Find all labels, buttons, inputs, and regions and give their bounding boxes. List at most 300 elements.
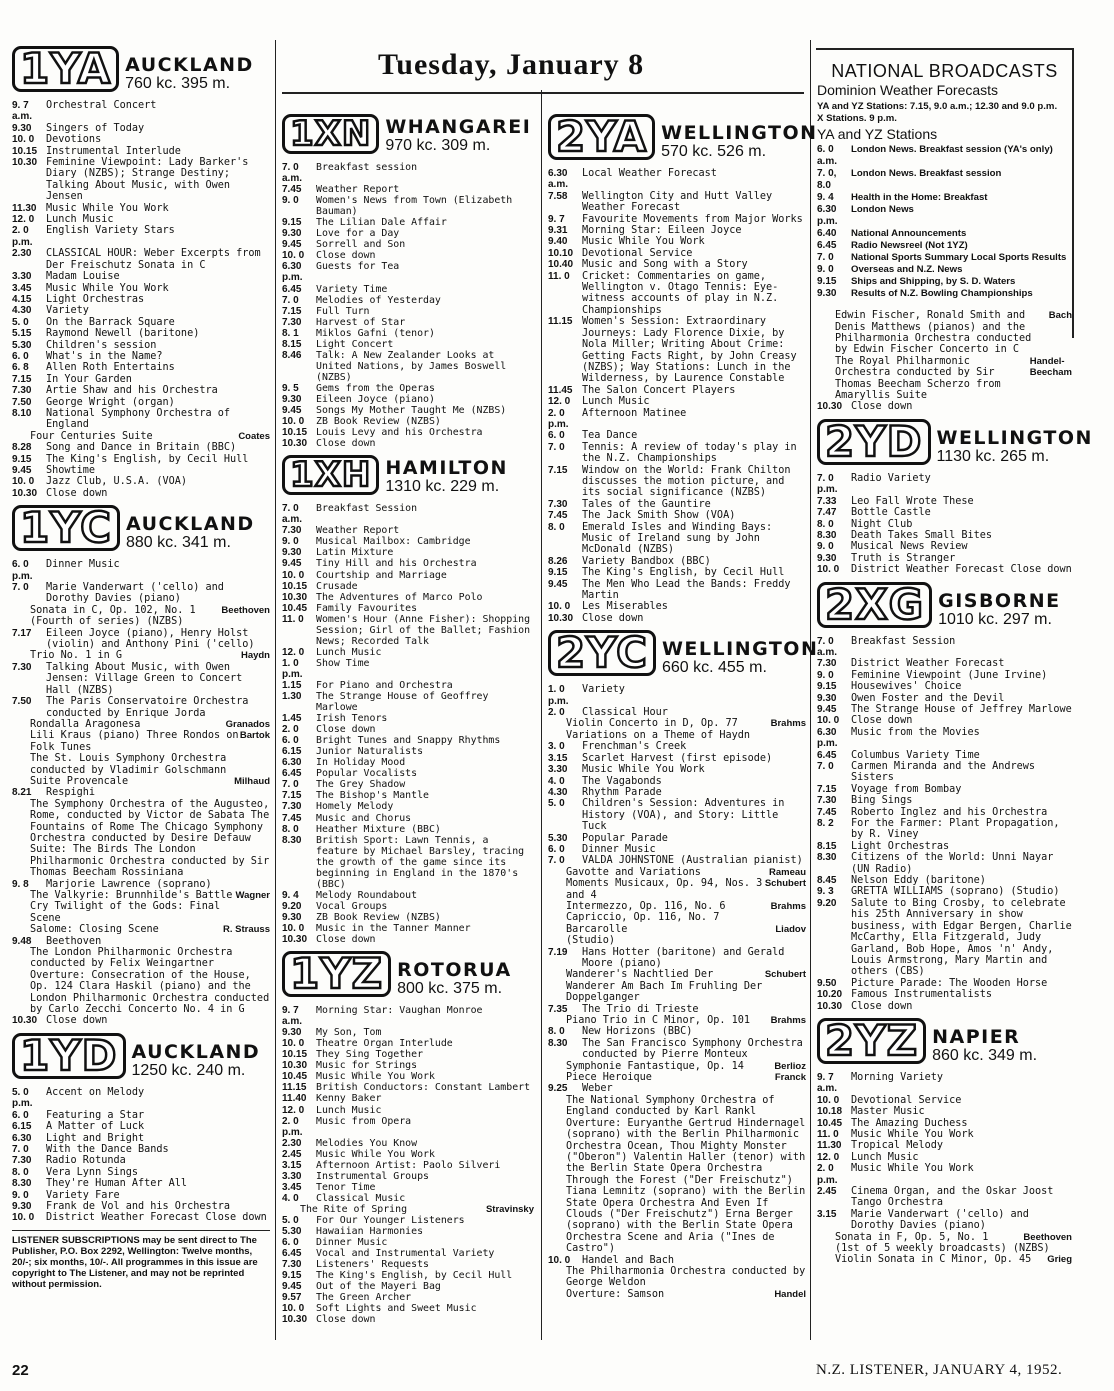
program-title: District Weather Forecast Close down bbox=[46, 1212, 267, 1224]
work-title: Moments Musicaux, Op. 94, Nos. 3 and 4 bbox=[566, 878, 763, 901]
program-detail: (1st of 5 weekly broadcasts) (NZBS) bbox=[835, 1243, 1050, 1255]
work-credit bbox=[817, 356, 1072, 402]
program-row bbox=[282, 405, 534, 416]
work-credit bbox=[12, 890, 270, 924]
program-row bbox=[548, 499, 806, 510]
program-title: Devotions bbox=[46, 134, 102, 146]
program-row bbox=[282, 184, 534, 195]
column-2 bbox=[282, 108, 534, 1325]
program-row bbox=[282, 824, 534, 835]
program-row bbox=[12, 1133, 270, 1144]
program-title: VALDA JOHNSTONE (Australian pianist) bbox=[582, 855, 803, 867]
program-row bbox=[12, 362, 270, 373]
composer: Brahms bbox=[770, 718, 806, 730]
program-time: 7.50 bbox=[12, 396, 32, 408]
program-title: The Strange House of Jeffrey Marlowe bbox=[851, 703, 1072, 715]
work-credit bbox=[548, 901, 806, 924]
program-title: Light Orchestras bbox=[851, 840, 950, 852]
program-row bbox=[12, 476, 270, 487]
station-frequency: 800 kc. 375 m. bbox=[397, 980, 503, 998]
program-title: Cinema Organ, and the Oskar Joost Tango Orchestra bbox=[851, 1186, 1054, 1209]
program-time: 9.30 bbox=[282, 393, 302, 405]
program-row bbox=[12, 100, 270, 123]
station-id bbox=[385, 117, 531, 154]
program-title: Talk: A New Zealander Looks at United Nations, by James Boswell (NZBS) bbox=[316, 349, 507, 383]
program-title: Love for a Day bbox=[316, 228, 400, 240]
program-time: 9.20 bbox=[282, 900, 302, 912]
program-row bbox=[817, 670, 1072, 681]
program-time: 9. 7 bbox=[548, 213, 565, 225]
station-frequency: 1130 kc. 265 m. bbox=[936, 447, 1050, 465]
work-title: Trio No. 1 in G bbox=[30, 650, 123, 662]
program-time: 3.30 bbox=[12, 271, 32, 283]
program-row bbox=[12, 294, 270, 305]
station-header bbox=[12, 1030, 270, 1080]
program-row bbox=[12, 1121, 270, 1132]
program-title: Close down bbox=[316, 934, 376, 946]
program-title: Hawaiian Harmonies bbox=[316, 1226, 424, 1238]
program-time: 10.30 bbox=[548, 612, 574, 624]
work-credit bbox=[548, 924, 806, 935]
program-row bbox=[817, 264, 1072, 276]
program-title: Ships and Shipping, by S. D. Waters bbox=[851, 276, 1016, 288]
program-row bbox=[548, 556, 806, 567]
program-time: 3. 0 bbox=[548, 741, 565, 753]
program-time: 8. 0 bbox=[282, 823, 299, 835]
program-time: 6.30 p.m. bbox=[817, 726, 838, 750]
program-title: Light and Bright bbox=[46, 1132, 145, 1144]
program-title: Les Miserables bbox=[582, 601, 668, 613]
program-time: 6. 0 bbox=[12, 1109, 29, 1121]
program-title: Eileen Joyce (piano) bbox=[316, 393, 435, 405]
program-row bbox=[12, 1110, 270, 1121]
program-detail: The St. Louis Symphony Orchestra conducted by Vladimir Golschmann bbox=[30, 753, 227, 776]
program-time: 5.30 bbox=[282, 1226, 302, 1238]
program-row bbox=[817, 852, 1072, 875]
program-row bbox=[282, 350, 534, 383]
program-row bbox=[282, 317, 534, 328]
program-row bbox=[282, 306, 534, 317]
program-time: 7. 0 bbox=[282, 779, 299, 791]
program-title: Frenchman's Creek bbox=[582, 741, 687, 753]
program-row bbox=[817, 989, 1072, 1000]
program-time: 5. 0 bbox=[12, 316, 29, 328]
program-row bbox=[548, 442, 806, 465]
program-row bbox=[548, 168, 806, 191]
program-time: 8.30 bbox=[12, 1178, 32, 1190]
composer: Brahms bbox=[770, 900, 806, 912]
program-time: 11.40 bbox=[282, 1093, 307, 1105]
work-credit bbox=[548, 969, 806, 1003]
program-row bbox=[548, 764, 806, 775]
program-time: 7.35 bbox=[548, 1003, 568, 1015]
program-title: Leo Fall Wrote These bbox=[851, 495, 974, 507]
station-id bbox=[932, 1027, 1037, 1064]
program-row bbox=[548, 1026, 806, 1037]
program-title: Light Orchestras bbox=[46, 293, 145, 305]
program-title: Children's Session: Adventures in History (VOA), and Story: Little Tuck bbox=[582, 798, 785, 833]
program-row bbox=[282, 1049, 534, 1060]
program-time: 8. 1 bbox=[282, 327, 299, 339]
section-heading: YA and YZ Stations bbox=[817, 125, 938, 142]
program-title: Feminine Viewpoint: Lady Barker's Diary (NZBS); Strange Destiny; Talking About Music, with Owen Jensen bbox=[46, 157, 249, 203]
program-row bbox=[817, 727, 1072, 750]
program-title: The Amazing Duchess bbox=[851, 1117, 968, 1129]
program-row bbox=[817, 1152, 1072, 1163]
station-frequency: 760 kc. 395 m. bbox=[125, 75, 231, 92]
work-credit bbox=[548, 1061, 806, 1072]
program-title: The Jack Smith Show (VOA) bbox=[582, 510, 736, 522]
program-row bbox=[12, 328, 270, 339]
program-time: 10. 0 bbox=[282, 1303, 305, 1315]
forecast-line: YA and YZ Stations: 7.15, 9.0 a.m.; 12.30 and 9.0 p.m. bbox=[817, 100, 1058, 112]
program-row bbox=[548, 707, 806, 718]
program-time: 6.45 bbox=[282, 1248, 302, 1260]
program-row bbox=[282, 581, 534, 592]
station-logo: 1YA bbox=[12, 46, 119, 92]
program-title: Close down bbox=[851, 715, 913, 727]
spacer bbox=[817, 300, 1072, 310]
program-time: 5. 0 p.m. bbox=[12, 1086, 33, 1110]
station-frequency: 660 kc. 455 m. bbox=[661, 659, 767, 677]
program-row bbox=[282, 1303, 534, 1314]
program-row bbox=[12, 465, 270, 476]
program-title: The King's English, by Cecil Hull bbox=[46, 453, 249, 465]
program-time: 9.30 bbox=[817, 692, 837, 704]
program-title: Sorrell and Son bbox=[316, 239, 406, 251]
program-time: 12. 0 bbox=[282, 646, 305, 658]
program-row bbox=[817, 473, 1072, 496]
program-time: 6. 0 p.m. bbox=[12, 559, 33, 582]
program-row bbox=[12, 397, 270, 408]
program-row bbox=[12, 662, 270, 696]
program-title: Results of N.Z. Bowling Championships bbox=[851, 288, 1033, 300]
program-time: 7. 0, 8.0 bbox=[817, 168, 837, 192]
program-row bbox=[12, 340, 270, 351]
program-time: 6.45 bbox=[817, 749, 837, 761]
program-time: 8.10 bbox=[12, 407, 32, 419]
program-title: National Sports Summary Local Sports Results bbox=[851, 252, 1067, 264]
program-title: Instrumental Groups bbox=[316, 1170, 429, 1182]
program-row bbox=[548, 1083, 806, 1094]
program-title: Variety bbox=[582, 684, 625, 696]
program-row bbox=[548, 408, 806, 431]
program-title: Housewives' Choice bbox=[851, 681, 962, 693]
page-day-heading: Tuesday, January 8 bbox=[378, 48, 645, 81]
program-title: Voyage from Bombay bbox=[851, 783, 962, 795]
program-title: Nelson Eddy (baritone) bbox=[851, 875, 986, 887]
program-time: 11.30 bbox=[12, 202, 37, 214]
program-detail: The National Symphony Orchestra of England conducted by Karl Rankl Overture: Euryanthe Gertrud Hindernagel (soprano) with the Berlin Philharmonic Orchestra Ocean, Thou Mighty Monster ("Oberon") Valentin Haller (tenor) with the Berlin State Opera Orchestra Through the Forest ("Der Freischutz") Tiana Lemnitz (soprano) with the Berlin State Opera Orchestra And Even If Clouds ("Der Freischutz") Erna Berger (soprano) with the Berlin State Opera Orchestra Scene and Aria ("Ines de Castro") bbox=[566, 1094, 806, 1255]
work-credit bbox=[817, 310, 1072, 356]
program-time: 10.30 bbox=[282, 591, 308, 603]
program-title: Window on the World: Frank Chilton discusses the motion picture, and its social significance (NZBS) bbox=[582, 464, 791, 499]
program-title: Women's Session: Extraordinary Journeys: Lady Florence Dixie, by Nola Miller; Writing About Crime: Getting Facts Right, by John Creasy (NZBS); Way Stations: Lunch in the Wilderness, by Laurence Constable bbox=[582, 316, 797, 385]
program-title: Homely Melody bbox=[316, 801, 394, 813]
program-title: Theatre Organ Interlude bbox=[316, 1038, 453, 1050]
program-title: Morning Star: Vaughan Monroe bbox=[316, 1005, 483, 1017]
program-time: 8.46 bbox=[282, 349, 302, 361]
program-title: Breakfast session bbox=[316, 162, 418, 173]
program-title: They Sing Together bbox=[316, 1049, 424, 1061]
program-row bbox=[282, 284, 534, 295]
station-header bbox=[282, 114, 534, 154]
work-title: Sonata in F, Op. 5, No. 1 bbox=[835, 1231, 989, 1243]
program-time: 7.33 bbox=[817, 495, 837, 507]
program-time: 9. 0 bbox=[282, 195, 299, 207]
program-time: 7.30 bbox=[817, 658, 837, 670]
program-time: 7. 0 bbox=[548, 855, 565, 867]
station-frequency: 1310 kc. 229 m. bbox=[385, 478, 500, 496]
program-row bbox=[282, 735, 534, 746]
program-row bbox=[817, 252, 1072, 264]
composer: Bach bbox=[1048, 310, 1072, 322]
program-row bbox=[282, 1149, 534, 1160]
program-title: National Symphony Orchestra of England bbox=[46, 407, 231, 431]
program-row bbox=[12, 351, 270, 362]
program-time: 7. 0 bbox=[548, 441, 565, 453]
program-time: 10. 0 bbox=[817, 715, 840, 727]
program-time: 10.30 bbox=[282, 1060, 308, 1072]
program-title: Truth is Stranger bbox=[851, 552, 956, 564]
composer: R. Strauss bbox=[223, 924, 270, 936]
program-title: Raymond Newell (baritone) bbox=[46, 328, 200, 340]
station-header bbox=[817, 1015, 1072, 1065]
station-id bbox=[662, 639, 818, 676]
program-title: Listeners' Requests bbox=[316, 1259, 429, 1271]
program-title: Vocal and Instrumental Variety bbox=[316, 1248, 495, 1260]
program-time: 10. 0 bbox=[548, 1254, 571, 1266]
program-time: 10. 0 bbox=[817, 564, 840, 576]
program-row bbox=[12, 1015, 270, 1026]
station-logo: 2YZ bbox=[817, 1018, 926, 1064]
program-row bbox=[12, 271, 270, 282]
program-row bbox=[548, 787, 806, 798]
program-time: 10. 0 bbox=[282, 923, 305, 934]
program-time: 10.30 bbox=[817, 401, 843, 413]
program-title: Marjorie Lawrence (soprano) bbox=[46, 878, 212, 890]
program-row bbox=[548, 613, 806, 624]
program-row bbox=[12, 385, 270, 396]
program-title: Music While You Work bbox=[851, 1163, 974, 1175]
program-title: Favourite Movements from Major Works bbox=[582, 213, 803, 225]
column-rule bbox=[275, 40, 276, 1340]
station-logo: 1YD bbox=[12, 1033, 126, 1079]
station-id bbox=[397, 960, 512, 997]
program-row bbox=[817, 519, 1072, 530]
program-title: Famous Instrumentalists bbox=[851, 989, 993, 1001]
program-row bbox=[282, 261, 534, 283]
program-title: Allen Roth Entertains bbox=[46, 362, 175, 374]
program-time: 7. 0 bbox=[12, 1143, 29, 1155]
program-time: 6.45 bbox=[817, 240, 837, 252]
station-city: ROTORUA bbox=[397, 959, 512, 982]
program-time: 9.45 bbox=[282, 1281, 302, 1293]
program-title: Close down bbox=[316, 250, 376, 262]
station-id bbox=[938, 591, 1061, 628]
program-title: Dinner Music bbox=[582, 843, 656, 855]
program-row bbox=[282, 603, 534, 614]
composer: Milhaud bbox=[234, 775, 270, 787]
program-title: Owen Foster and the Devil bbox=[851, 692, 1005, 704]
program-time: 2. 0 bbox=[282, 724, 299, 736]
program-title: Rhythm Parade bbox=[582, 786, 662, 798]
work-title: Salome: Closing Scene bbox=[30, 924, 159, 936]
program-title: The Men Who Lead the Bands: Freddy Martin bbox=[582, 578, 791, 602]
composer: Berlioz bbox=[774, 1060, 806, 1072]
work-title: Overture: Samson bbox=[566, 1288, 665, 1300]
work-credit bbox=[12, 730, 270, 753]
program-row bbox=[817, 693, 1072, 704]
program-time: 1.45 bbox=[282, 713, 302, 725]
program-time: 10.30 bbox=[282, 438, 308, 450]
program-row bbox=[817, 761, 1072, 784]
program-row bbox=[282, 746, 534, 757]
program-title: Crusade bbox=[316, 580, 358, 592]
program-title: Soft Lights and Sweet Music bbox=[316, 1303, 477, 1315]
program-title: Dinner Music bbox=[316, 1237, 388, 1249]
station-id bbox=[125, 55, 254, 92]
program-title: Radio Newsreel (Not 1YZ) bbox=[851, 240, 968, 252]
program-title: Out of the Mayeri Bag bbox=[316, 1281, 441, 1293]
program-row bbox=[817, 1001, 1072, 1012]
work-title: Piece Heroique bbox=[566, 1072, 652, 1084]
program-time: 2.45 bbox=[282, 1148, 302, 1160]
work-credit bbox=[12, 719, 270, 730]
program-row bbox=[548, 259, 806, 270]
program-title: Kenny Baker bbox=[316, 1093, 382, 1105]
program-time: 7. 0 bbox=[817, 252, 834, 264]
program-time: 7.17 bbox=[12, 627, 32, 639]
station-id bbox=[937, 428, 1093, 465]
program-time: 9.31 bbox=[548, 225, 568, 237]
program-title: Eileen Joyce (piano), Henry Holst (violin) and Anthony Pini ('cello) bbox=[46, 627, 255, 651]
program-time: 6. 0 a.m. bbox=[817, 144, 838, 168]
program-row bbox=[817, 818, 1072, 841]
station-logo: 1YZ bbox=[282, 951, 391, 997]
program-time: 6. 0 bbox=[282, 1237, 299, 1249]
program-title: ZB Book Review (NZBS) bbox=[316, 911, 441, 923]
program-title: Handel and Bach bbox=[582, 1254, 675, 1266]
program-row bbox=[282, 1160, 534, 1171]
program-time: 10.15 bbox=[12, 145, 38, 157]
program-row bbox=[817, 530, 1072, 541]
program-row bbox=[12, 123, 270, 134]
section-heading: Dominion Weather Forecasts bbox=[817, 82, 999, 99]
program-time: 3.45 bbox=[12, 282, 32, 294]
program-title: Lunch Music bbox=[316, 1104, 382, 1116]
header-rule bbox=[282, 92, 804, 94]
composer: Schubert bbox=[764, 878, 806, 890]
work-credit bbox=[548, 1289, 806, 1300]
program-title: Musical News Review bbox=[851, 541, 968, 553]
program-title: What's in the Name? bbox=[46, 350, 163, 362]
program-row bbox=[548, 191, 806, 214]
program-row bbox=[12, 879, 270, 890]
program-title: Close down bbox=[851, 1000, 913, 1012]
program-title: Close down bbox=[851, 401, 913, 413]
program-row bbox=[282, 680, 534, 691]
program-title: Music While You Work bbox=[316, 1148, 435, 1160]
program-title: Classical Hour bbox=[582, 707, 668, 719]
issue-line: N.Z. LISTENER, JANUARY 4, 1952. bbox=[816, 1362, 1063, 1378]
program-time: 7. 0 a.m. bbox=[282, 162, 303, 185]
program-row bbox=[282, 614, 534, 647]
program-time: 9. 7 a.m. bbox=[12, 100, 33, 123]
program-row bbox=[548, 430, 806, 441]
program-title: They're Human After All bbox=[46, 1178, 188, 1190]
composer: Franck bbox=[774, 1072, 806, 1084]
program-title: Close down bbox=[46, 1015, 108, 1027]
program-time: 2.45 bbox=[817, 1186, 837, 1197]
program-row bbox=[282, 592, 534, 603]
program-time: 3.15 bbox=[548, 752, 568, 764]
program-title: Artie Shaw and his Orchestra bbox=[46, 385, 218, 397]
program-title: Music from Opera bbox=[316, 1115, 412, 1127]
program-time: 3.15 bbox=[817, 1208, 837, 1220]
program-title: Lunch Music bbox=[582, 396, 650, 408]
station-city: AUCKLAND bbox=[131, 1040, 261, 1063]
program-time: 7.15 bbox=[548, 464, 568, 476]
program-title: Marie Vanderwart ('cello) and Dorothy Davies (piano) bbox=[46, 582, 224, 605]
station-id bbox=[661, 123, 817, 160]
program-time: 8.30 bbox=[817, 852, 837, 864]
program-time: 7.45 bbox=[282, 184, 302, 196]
program-time: 10.20 bbox=[817, 989, 843, 1001]
program-time: 2. 0 bbox=[548, 707, 565, 719]
program-time: 7.30 bbox=[282, 316, 302, 328]
program-time: 9.45 bbox=[12, 465, 32, 476]
program-time: 9.30 bbox=[12, 122, 32, 134]
program-row bbox=[817, 1129, 1072, 1140]
work-title: Suite Provencale bbox=[30, 775, 129, 787]
program-row bbox=[282, 339, 534, 350]
program-time: 6. 0 bbox=[548, 430, 565, 442]
station-city: GISBORNE bbox=[938, 589, 1061, 612]
program-row bbox=[817, 553, 1072, 564]
program-title: The San Francisco Symphony Orchestra conducted by Pierre Monteux bbox=[582, 1037, 803, 1061]
program-title: Variety Time bbox=[316, 283, 388, 295]
program-title: Melodies of Yesterday bbox=[316, 294, 441, 306]
composer: Coates bbox=[238, 430, 270, 442]
program-time: 7.30 bbox=[548, 498, 568, 510]
program-row bbox=[12, 787, 270, 798]
program-title: Devotional Service bbox=[851, 1094, 962, 1106]
program-time: 8.30 bbox=[817, 529, 837, 541]
program-title: Women's News from Town (Elizabeth Bauman) bbox=[316, 195, 513, 218]
station-logo: 1XN bbox=[282, 114, 379, 154]
program-row bbox=[548, 214, 806, 225]
work-credit bbox=[548, 878, 806, 901]
program-row bbox=[282, 394, 534, 405]
program-title: Singers of Today bbox=[46, 122, 145, 134]
program-row bbox=[282, 790, 534, 801]
program-row bbox=[12, 203, 270, 214]
program-time: 7. 0 p.m. bbox=[817, 472, 838, 496]
program-row bbox=[282, 1005, 534, 1027]
program-title: Orchestral Concert bbox=[46, 100, 157, 111]
program-time: 6. 0 bbox=[548, 843, 565, 855]
program-time: 3.15 bbox=[282, 1159, 302, 1171]
program-time: 4. 0 bbox=[282, 1192, 299, 1204]
work-title: Edwin Fischer, Ronald Smith and Denis Matthews (pianos) and the Philharmonia Orchestra conducted by Edwin Fischer Concerto in C bbox=[835, 310, 1032, 356]
program-title: For the Farmer: Plant Propagation, by R. Viney bbox=[851, 818, 1060, 841]
program-row bbox=[817, 1186, 1072, 1209]
program-row bbox=[817, 228, 1072, 240]
program-time: 9.30 bbox=[282, 228, 302, 240]
program-time: 11. 0 bbox=[548, 270, 570, 282]
program-row bbox=[12, 628, 270, 651]
